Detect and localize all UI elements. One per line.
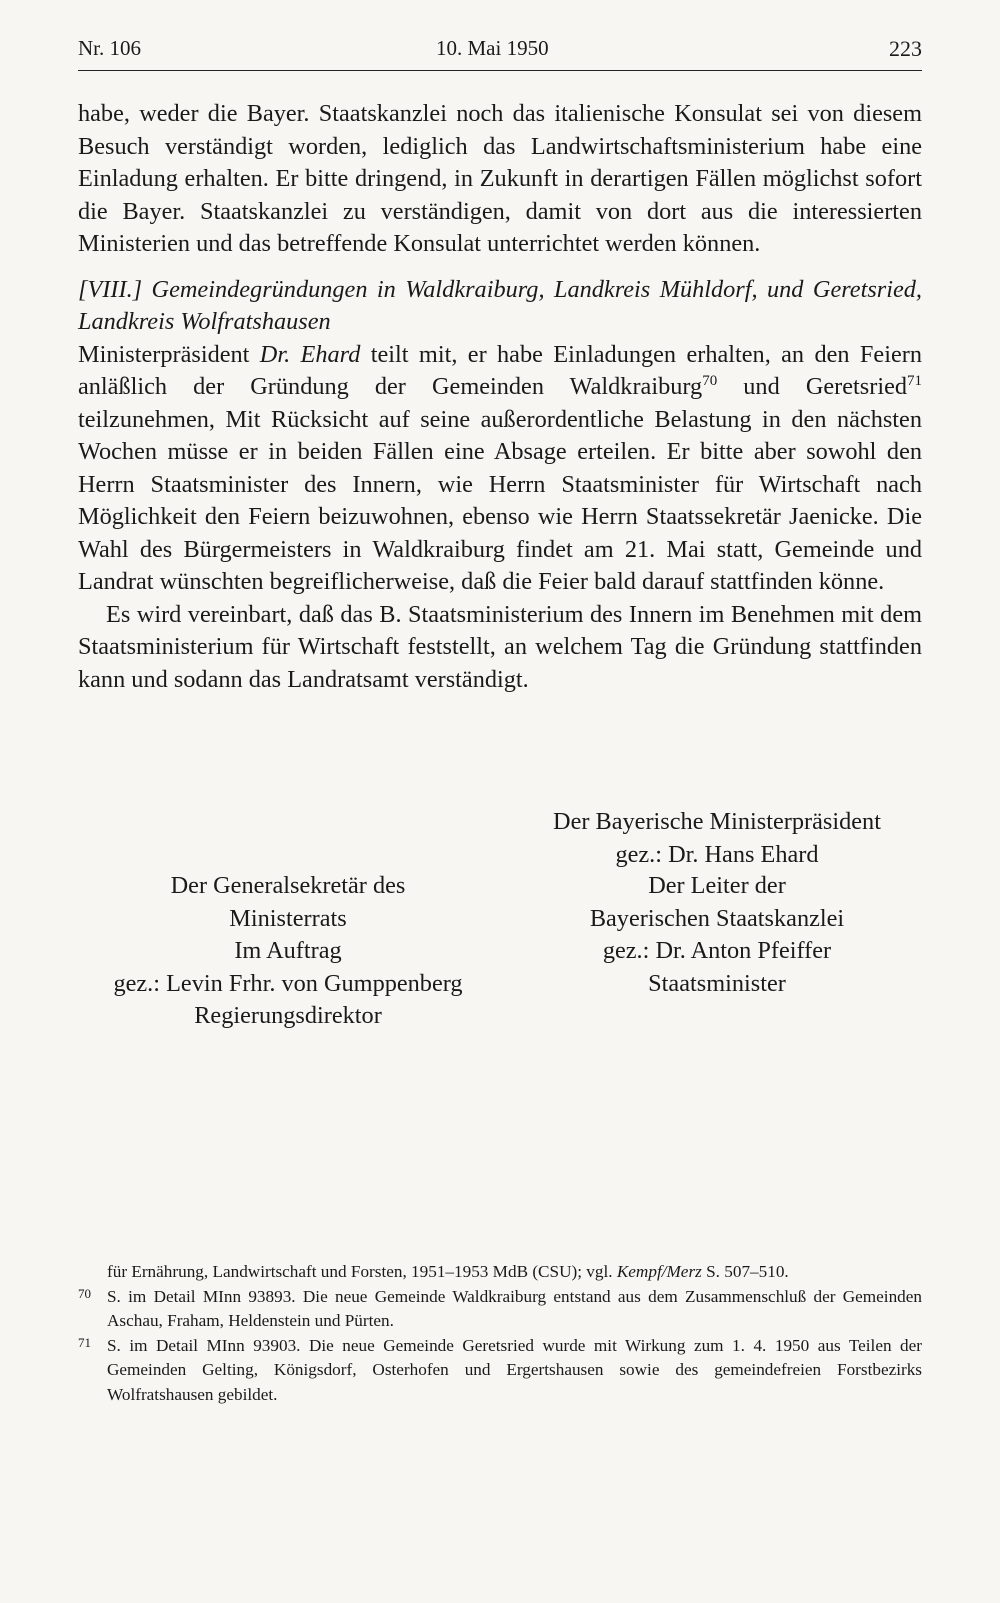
- signature-line: Der Bayerische Ministerpräsident: [553, 808, 881, 835]
- footnote-71: 71 S. im Detail MInn 93903. Die neue Gemeinde Geretsried wurde mit Wirkung zum 1. 4. 1950 aus Teilen der Gemeinden Gelting, Königsdorf, Osterhofen und Ergertshausen sowie des gemeindefreien Forstbezirks Wolfratshausen gebildet.: [78, 1334, 922, 1408]
- signature-line: Im Auftrag: [234, 937, 342, 964]
- section-heading: [78, 274, 922, 339]
- body-text: [78, 98, 922, 696]
- footnote-ref-70: 70: [702, 373, 718, 389]
- paragraph-ehard: Ministerpräsident Dr. Ehard teilt mit, er habe Einladungen erhalten, an den Feiern anläßlich der Gründung der Gemeinden Waldkraiburg$^{70}$ und Geretsried$^{71}$ teilzunehmen, Mit Rücksicht auf seine außerordentliche Belastung in den nächsten Wochen müsse er in beiden Fällen eine Absage erteilen. Er bitte aber sowohl den Herrn Staatsminister des Innern, wie Herrn Staatsminister für Wirtschaft nach Möglichkeit den Feiern beizuwohnen, ebenso wie Herrn Staatssekretär Jaenicke. Die Wahl des Bürgermeisters in Waldkraiburg findet am 21. Mai statt, Gemeinde und Landrat wünschten begreiflicherweise, daß die Feier bald darauf stattfinden könne.: [78, 340, 923, 595]
- footnote-continuation: für Ernährung, Landwirtschaft und Forsten, 1951–1953 MdB (CSU); vgl. Kempf/Merz S. 507–510.: [107, 1262, 789, 1281]
- signature-general-secretary: [78, 870, 498, 1033]
- signature-line: gez.: Dr. Anton Pfeiffer: [602, 937, 832, 964]
- signature-line: Regierungsdirektor: [194, 1002, 382, 1029]
- signature-line: Der Leiter der: [648, 872, 786, 899]
- citation-reference: Kempf/Merz: [616, 1262, 702, 1281]
- paragraph-continuation: habe, weder die Bayer. Staatskanzlei noch das italienische Konsulat sei von diesem Besuch verständigt worden, lediglich das Landwirtschaftsministerium habe eine Einladung erhalten. Er bitte dringend, in Zukunft in derartigen Fällen möglichst sofort die Bayer. Staatskanzlei zu verständigen, damit von dort aus die interessierten Ministerien und das betreffende Konsulat unterrichtet werden können.: [78, 100, 922, 257]
- signature-line: gez.: Levin Frhr. von Gumppenberg: [113, 969, 463, 997]
- paragraph-decision: Es wird vereinbart, daß das B. Staatsministerium des Innern im Benehmen mit dem Staatsministerium für Wirtschaft feststellt, an welchem Tag die Gründung stattfinden kann und sodann das Landratsamt verständigt.: [78, 600, 922, 693]
- footnote-ref-71: 71: [907, 373, 923, 389]
- footnote-70: 70 S. im Detail MInn 93893. Die neue Gemeinde Waldkraiburg entstand aus dem Zusammenschluß der Gemeinden Aschau, Fraham, Heldenstein und Pürten.: [78, 1285, 922, 1334]
- footnote-number: 71: [78, 1334, 91, 1350]
- speaker-name: Dr. Ehard: [259, 340, 361, 368]
- signature-line: gez.: Dr. Hans Ehard: [615, 840, 819, 868]
- document-number: Nr. 106: [78, 36, 141, 60]
- document-date: 10. Mai 1950: [436, 36, 549, 60]
- signature-line: Staatsminister: [648, 969, 786, 997]
- signature-line: Ministerrats: [229, 904, 347, 932]
- section-title: Gemeindegründungen in Waldkraiburg, Landkreis Mühldorf, und Geretsried, Landkreis Wolfratshausen: [78, 275, 922, 335]
- signature-line: Der Generalsekretär des: [170, 872, 406, 899]
- signature-minister-president: [512, 806, 922, 871]
- signature-line: Bayerischen Staatskanzlei: [589, 904, 845, 932]
- footnote-number: 70: [78, 1285, 91, 1301]
- footnotes: [78, 1260, 922, 1407]
- section-number: [VIII.]: [78, 275, 143, 303]
- signature-state-chancellery: [512, 870, 922, 1000]
- running-header: [78, 36, 922, 71]
- page-number: 223: [889, 36, 922, 61]
